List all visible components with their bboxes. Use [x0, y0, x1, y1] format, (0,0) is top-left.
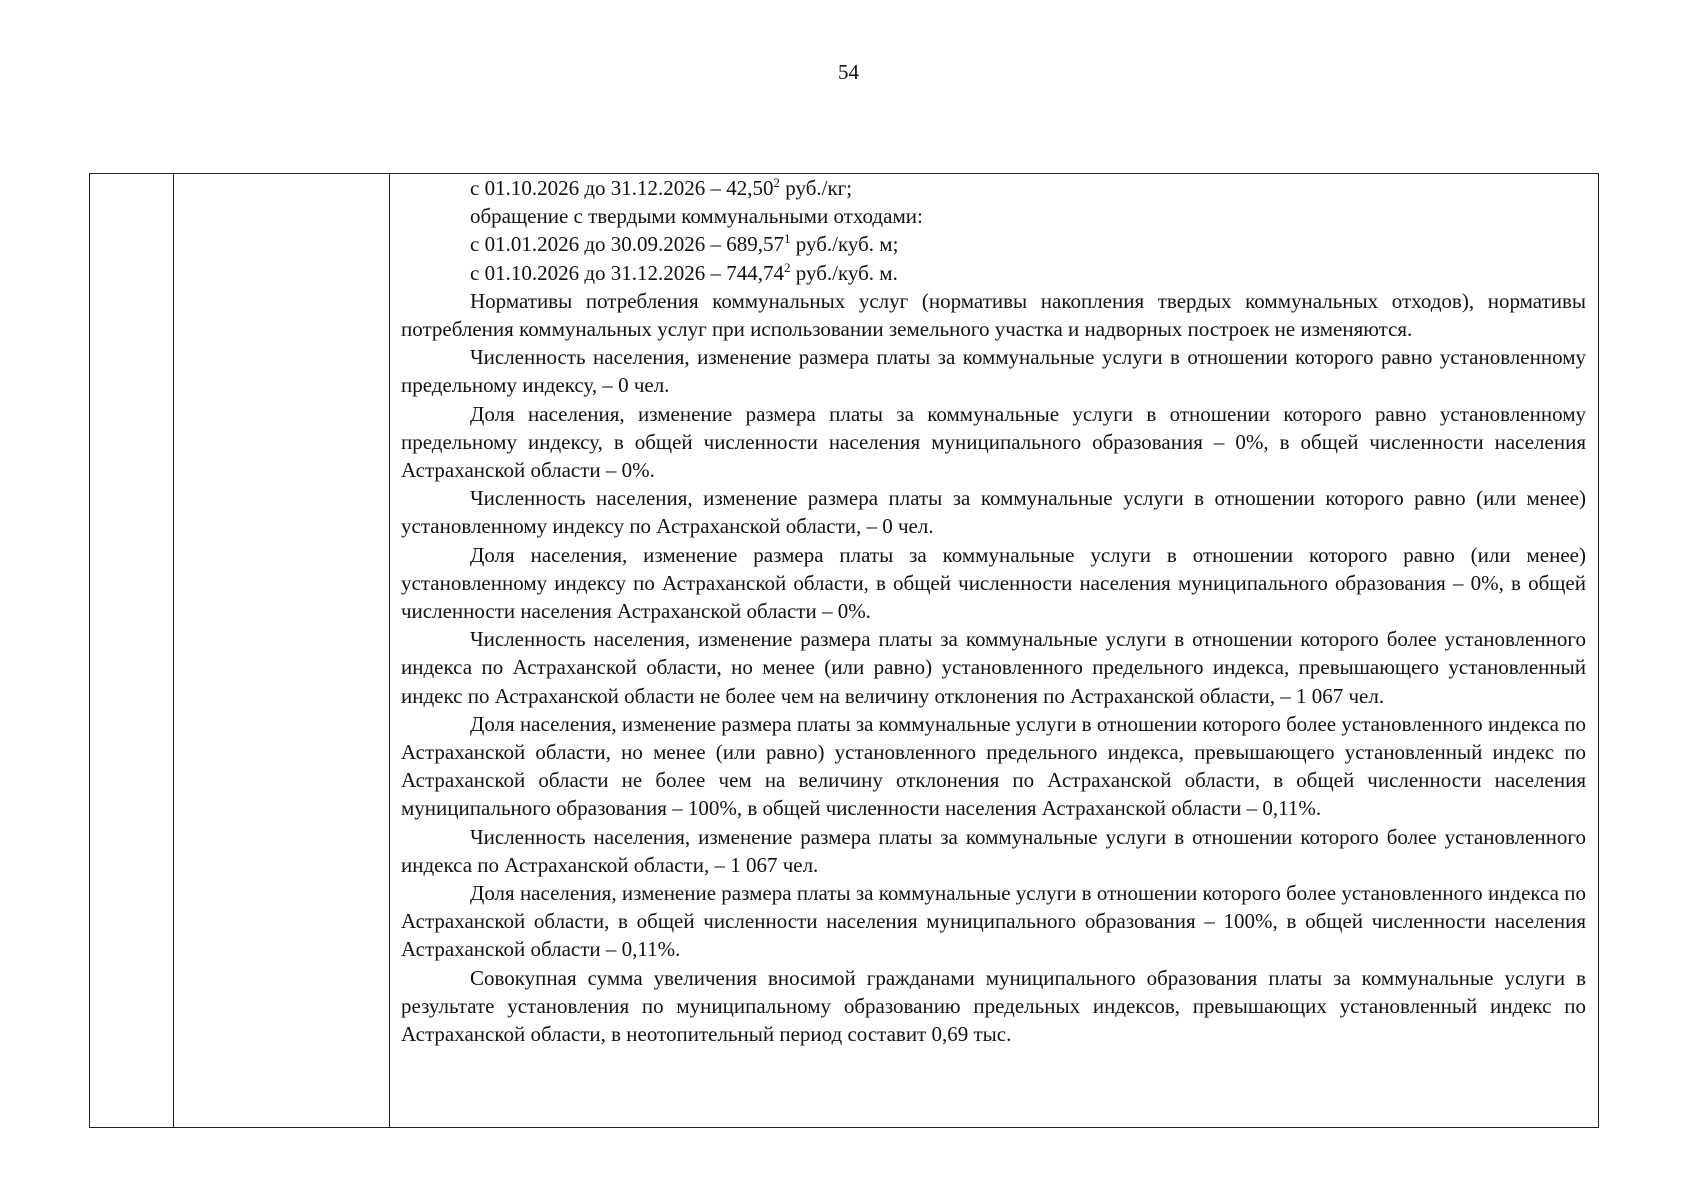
- footnote-mark: 2: [784, 259, 791, 275]
- paragraph-share-limit: Доля населения, изменение размера платы за коммунальные услуги в отношении которого равно установленному предельному индексу, в общей численности населения муниципального образования – 0%, в общей численности населения Астраханской области – 0%.: [401, 401, 1586, 483]
- paragraph-share-above: Доля населения, изменение размера платы за коммунальные услуги в отношении которого более установленного индекса по Астраханской области, в общей численности населения муниципального образования – 100%, в общей численности населения Астраханской области – 0,11%.: [401, 881, 1586, 962]
- page-number: 54: [838, 60, 859, 84]
- footnote-mark: 2: [773, 175, 781, 190]
- rate-line: с 01.01.2026 до 30.09.2026 – 689,57$^1$ руб./куб. м;: [470, 231, 899, 257]
- paragraph-share-regional: Доля населения, изменение размера платы за коммунальные услуги в отношении которого равно (или менее) установленному индексу по Астраханской области, в общей численности населения муниципального образования – 0%, в общей численности населения Астраханской области – 0%.: [401, 542, 1586, 624]
- paragraph-total-sum: Совокупная сумма увеличения вносимой гражданами муниципального образования платы за коммунальные услуги в результате установления по муниципальному образованию предельных индексов, превышающих установленный индекс по Астраханской области, в неотопительный период составит 0,69 тыс.: [401, 965, 1586, 1047]
- footnote-mark: 1: [784, 231, 791, 247]
- content-text: [401, 174, 1586, 1127]
- table-cell-number: [90, 174, 174, 1128]
- paragraph-share-deviation: Доля населения, изменение размера платы за коммунальные услуги в отношении которого более установленного индекса по Астраханской области, но менее (или равно) установленного предельного индекса, превышающего установленный индекс по Астраханской области не более чем на величину отклонения по Астраханской области, в общей численности населения муниципального образования – 100%, в общей численности населения Астраханской области – 0,11%.: [401, 711, 1586, 821]
- service-heading: обращение с твердыми коммунальными отходами:: [470, 204, 923, 229]
- paragraph-population-regional: Численность населения, изменение размера платы за коммунальные услуги в отношении которого равно (или менее) установленному индексу по Астраханской области, – 0 чел.: [401, 486, 1586, 539]
- rate-line: с 01.10.2026 до 31.12.2026 – 42,50$^2$ руб./кг;: [470, 175, 853, 200]
- table-row: [90, 174, 1599, 1128]
- rate-line: с 01.10.2026 до 31.12.2026 – 744,74$^2$ руб./куб. м.: [470, 259, 898, 285]
- paragraph-population-limit: Численность населения, изменение размера платы за коммунальные услуги в отношении которого равно установленному предельному индексу, – 0 чел.: [401, 345, 1586, 398]
- paragraph-population-deviation: Численность населения, изменение размера платы за коммунальные услуги в отношении которого более установленного индекса по Астраханской области, но менее (или равно) установленного предельного индекса, превышающего установленный индекс по Астраханской области не более чем на величину отклонения по Астраханской области, – 1 067 чел.: [401, 627, 1586, 708]
- document-table: [89, 173, 1599, 1128]
- paragraph-population-above: Численность населения, изменение размера платы за коммунальные услуги в отношении которого более установленного индекса по Астраханской области, – 1 067 чел.: [401, 824, 1586, 877]
- table-cell-content: [390, 174, 1599, 1128]
- paragraph-norms: Нормативы потребления коммунальных услуг (нормативы накопления твердых коммунальных отходов), нормативы потребления коммунальных услуг при использовании земельного участка и надворных построек не изменяются.: [401, 288, 1586, 342]
- table-cell-name: [174, 174, 390, 1128]
